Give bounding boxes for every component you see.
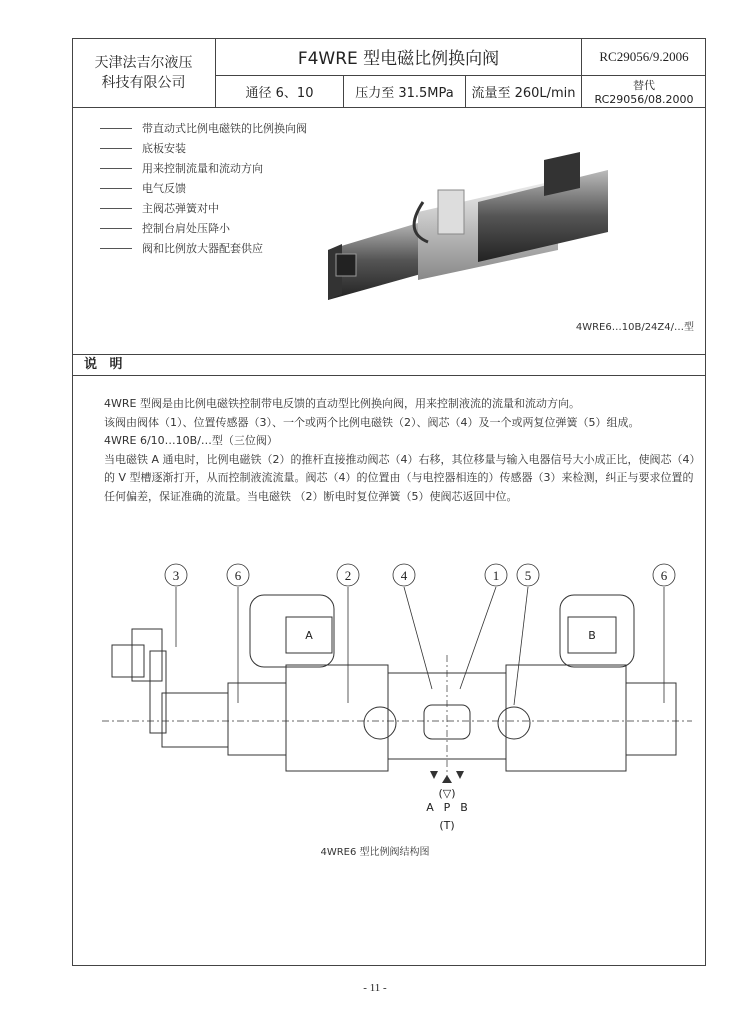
callout-4: 4	[400, 568, 408, 583]
port-b-label: B	[460, 801, 468, 814]
solenoid-b-label: B	[588, 629, 596, 642]
section-title: 说 明	[72, 354, 706, 376]
company-line-2: 科技有限公司	[101, 74, 186, 91]
company-name	[72, 38, 216, 108]
callout-5: 5	[524, 568, 532, 583]
feature-item: 阀和比例放大器配套供应	[100, 238, 360, 258]
spec-size: 通径 6、10	[216, 76, 344, 108]
solenoid-a-label: A	[305, 629, 313, 642]
port-t-label: (T)	[439, 819, 455, 832]
diagram-caption: 4WRE6 型比例阀结构图	[320, 847, 430, 858]
valve-photo	[318, 132, 618, 312]
page-number: - 11 -	[363, 982, 387, 994]
description-paragraph: 4WRE 型阀是由比例电磁铁控制带电反馈的直动型比例换向阀，用来控制液流的流量和流动方向。	[104, 397, 580, 410]
structure-diagram	[72, 555, 706, 855]
description-paragraph: 当电磁铁 A 通电时，比例电磁铁（2）的推杆直接推动阀芯（4）右移，其位移量与输入电器信号大小成正比，使阀芯（4）的 V 型槽逐渐打开，从而控制液流流量。阀芯（4）的位置由（与电控器相连的）传感器（3）来检测，纠正与要求位置的任何偏差，保证准确的流量。当电磁铁 （2）断电时复位弹簧（5）使阀芯返回中位。	[104, 452, 696, 503]
port-p-label: P	[443, 801, 451, 814]
header-table	[72, 38, 706, 108]
port-t-symbol: (▽)	[438, 787, 456, 800]
feature-item: 用来控制流量和流动方向	[100, 158, 360, 178]
feature-item: 电气反馈	[100, 178, 360, 198]
port-a-label: A	[426, 801, 434, 814]
feature-item: 主阀芯弹簧对中	[100, 198, 360, 218]
document-title: F4WRE 型电磁比例换向阀	[216, 38, 582, 76]
photo-caption: 4WRE6…10B/24Z4/…型	[575, 322, 694, 333]
description-paragraph: 该阀由阀体（1）、位置传感器（3）、一个或两个比例电磁铁（2）、阀芯（4）及一个或两复位弹簧（5）组成。	[104, 415, 640, 429]
description-paragraph: 4WRE 6/10…10B/…型（三位阀）	[104, 434, 278, 447]
callout-2: 2	[344, 568, 352, 583]
feature-item: 控制台肩处压降小	[100, 218, 360, 238]
replaces-code: 替代 RC29056/08.2000	[582, 76, 706, 108]
spec-pressure: 压力至 31.5MPa	[344, 76, 466, 108]
feature-item: 带直动式比例电磁铁的比例换向阀	[100, 118, 360, 138]
company-line-1: 天津法吉尔液压	[94, 54, 193, 71]
spec-flow: 流量至 260L/min	[466, 76, 582, 108]
feature-item: 底板安装	[100, 138, 360, 158]
description	[82, 395, 697, 506]
callout-6-right: 6	[660, 568, 668, 583]
callout-6-left: 6	[234, 568, 242, 583]
document-code: RC29056/9.2006	[582, 38, 706, 76]
callout-1: 1	[492, 568, 500, 583]
callout-3: 3	[172, 568, 180, 583]
